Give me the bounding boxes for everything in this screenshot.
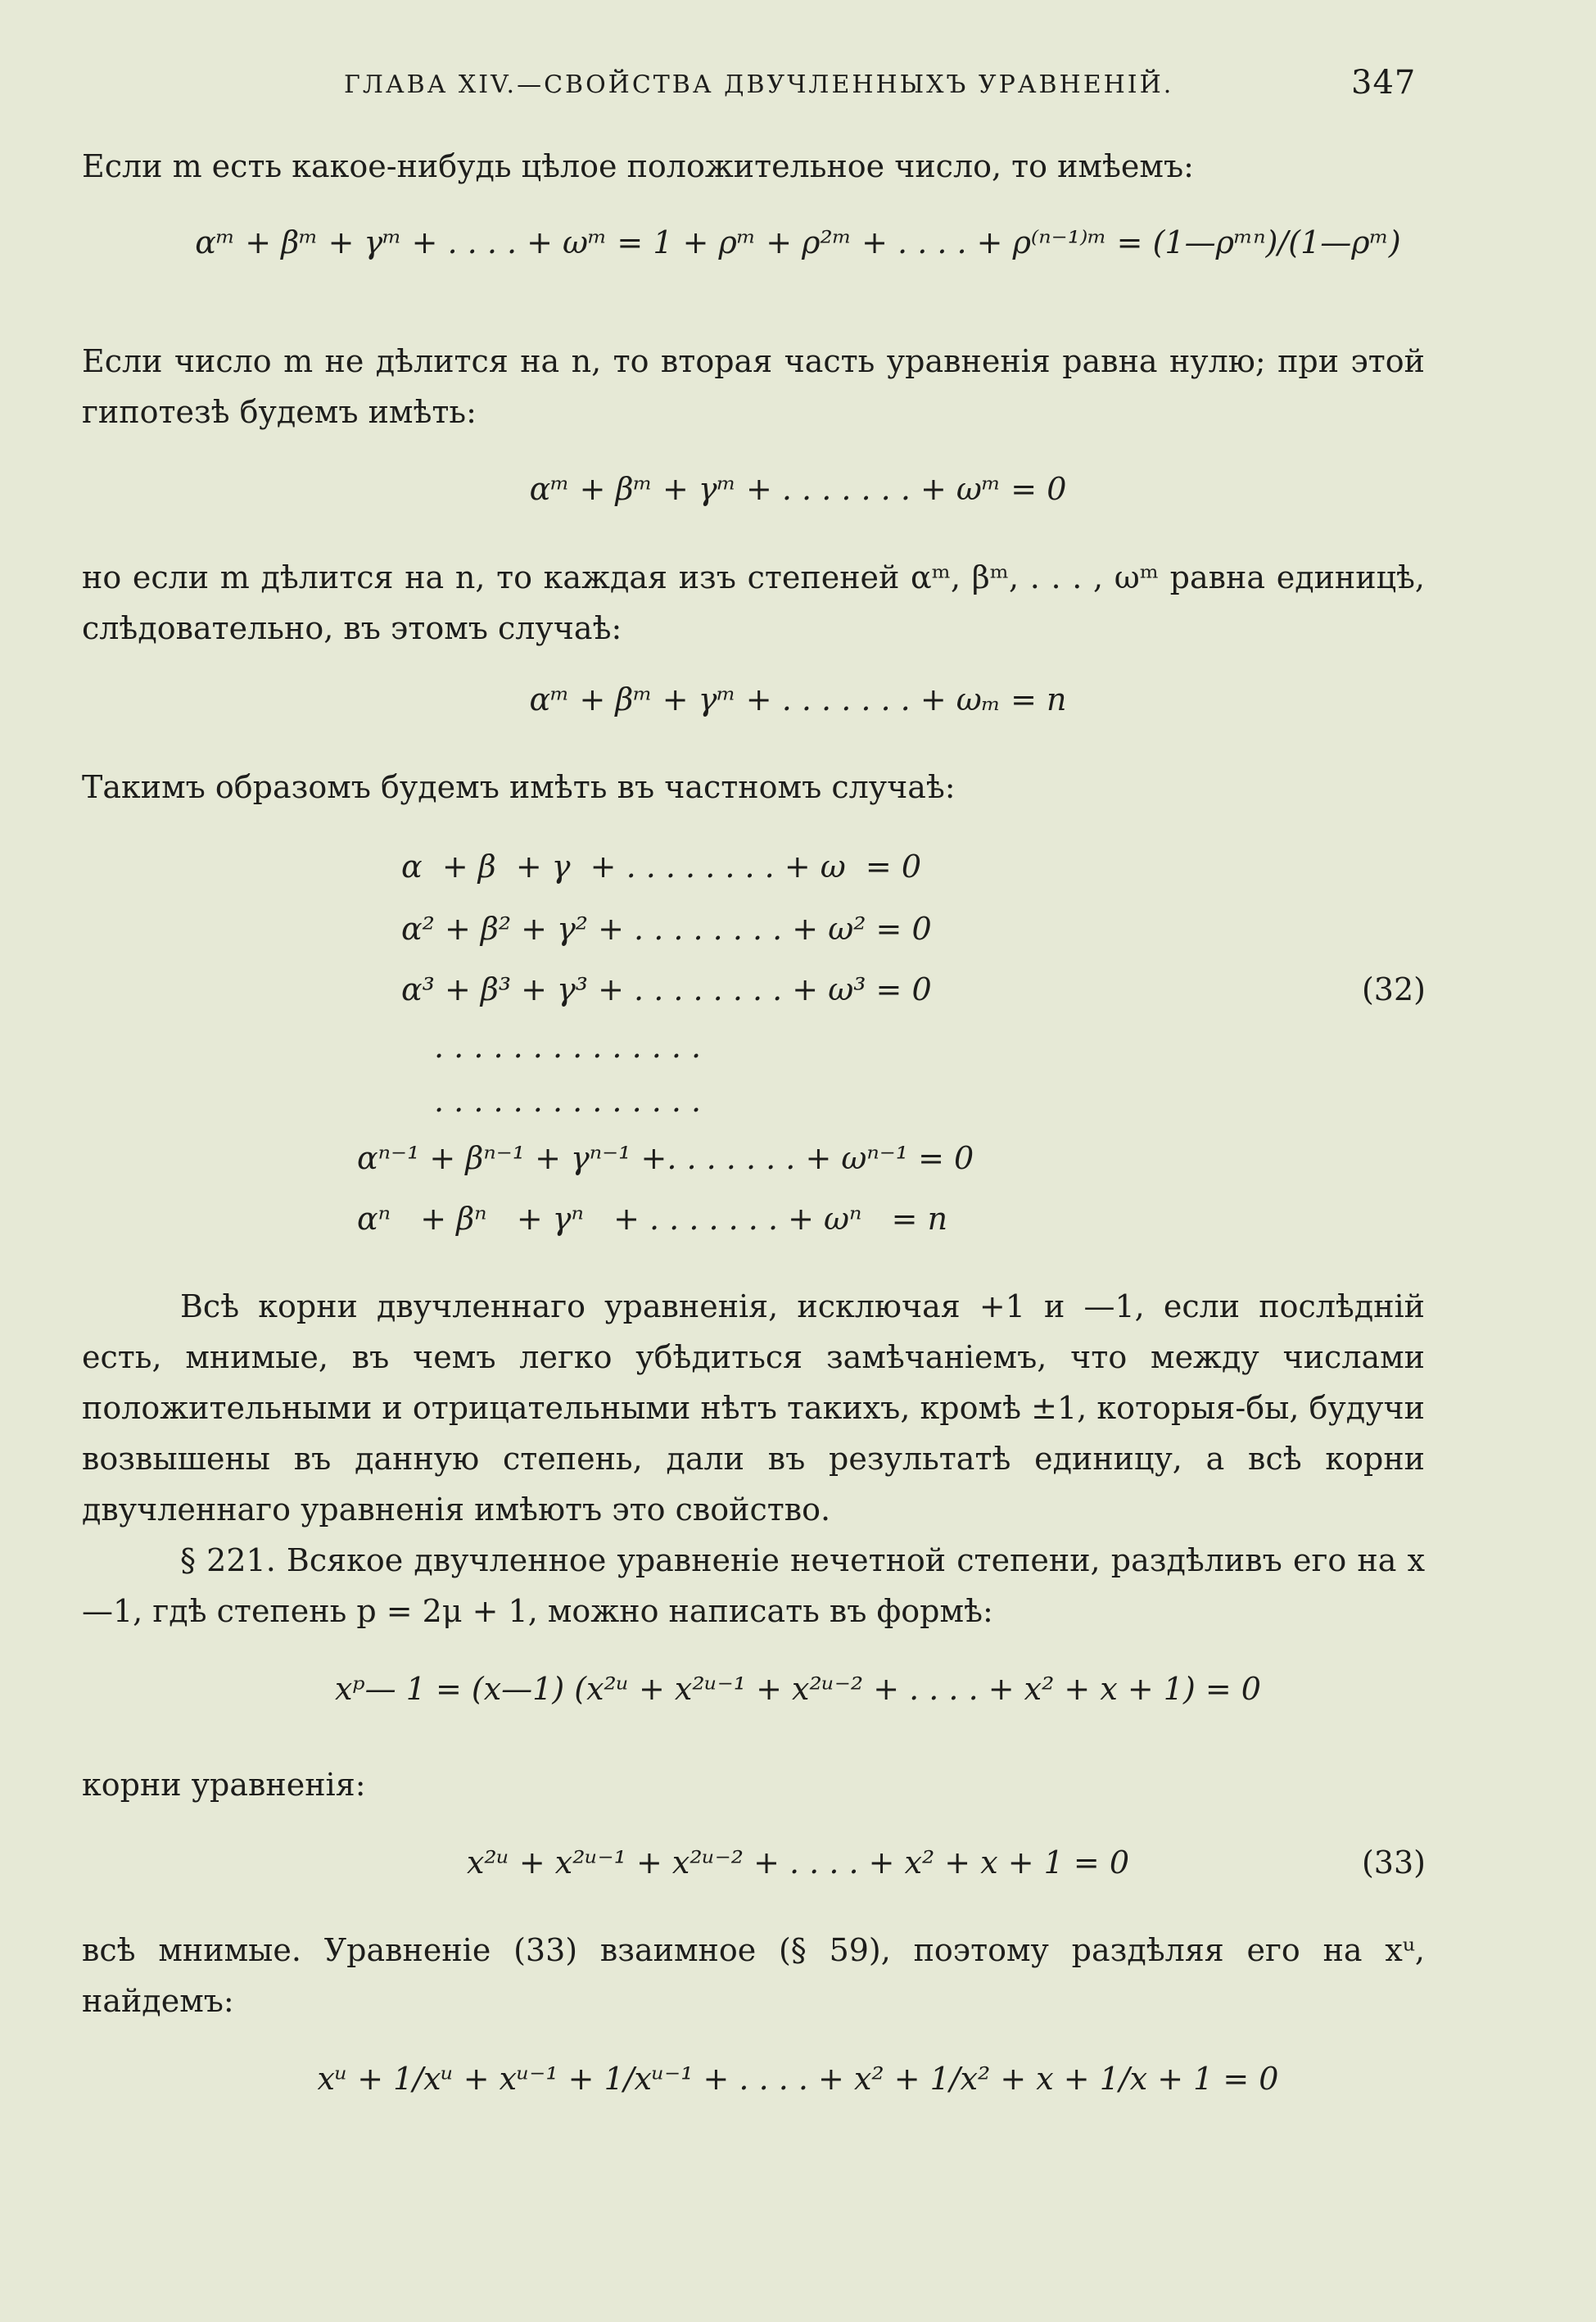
equation-2: αᵐ + βᵐ + γᵐ + . . . . . . . + ωᵐ = 0	[529, 471, 1067, 507]
equation-5: x²ᵘ + x²ᵘ⁻¹ + x²ᵘ⁻² + . . . . + x² + x + 1 = 0	[466, 1844, 1130, 1881]
system-line-n: αⁿ + βⁿ + γⁿ + . . . . . . . + ωⁿ = n	[357, 1201, 948, 1237]
equation-1: αᵐ + βᵐ + γᵐ + . . . . + ωᵐ = 1 + ρᵐ + ρ²ᵐ + . . . . + ρ⁽ⁿ⁻¹⁾ᵐ = (1—ρᵐⁿ)/(1—ρᵐ)	[195, 224, 1401, 260]
paragraph-1: Если m есть какое-нибудь цѣлое положительное число, то имѣемъ:	[82, 148, 1194, 184]
equation-number-32: (32)	[1361, 971, 1426, 1007]
paragraph-5: Всѣ корни двучленнаго уравненiя, исключая +1 и —1, если послѣднiй есть, мнимые, въ чемъ легко убѣдиться замѣчанiемъ, что между числами положительными и отрицательными нѣтъ такихъ, кромѣ ±1, которыя-бы, будучи возвышены въ данную степень, дали въ результатѣ единицу, а всѣ корни двучленнаго уравненiя имѣютъ это свойство.	[82, 1288, 1425, 1528]
system-line-n-1: αⁿ⁻¹ + βⁿ⁻¹ + γⁿ⁻¹ +. . . . . . . + ωⁿ⁻¹ = 0	[357, 1140, 974, 1176]
system-line-2: α² + β² + γ² + . . . . . . . . + ω² = 0	[401, 911, 932, 947]
paragraph-3: но если m дѣлится на n, то каждая изъ степеней αᵐ, βᵐ, . . . , ωᵐ равна единицѣ, слѣдовательно, въ этомъ случаѣ:	[82, 559, 1425, 646]
equation-3: αᵐ + βᵐ + γᵐ + . . . . . . . + ωₘ = n	[529, 681, 1067, 717]
system-line-3: α³ + β³ + γ³ + . . . . . . . . + ω³ = 0	[401, 971, 932, 1007]
equation-4: xᵖ— 1 = (x—1) (x²ᵘ + x²ᵘ⁻¹ + x²ᵘ⁻² + . . . . + x² + x + 1) = 0	[335, 1671, 1261, 1707]
chapter-title: ГЛАВА XIV.—СВОЙСТВА ДВУЧЛЕННЫХЪ УРАВНЕНIЙ.	[344, 70, 1174, 99]
system-dots-2: . . . . . . . . . . . . . .	[434, 1083, 702, 1119]
equation-number-33: (33)	[1361, 1844, 1426, 1881]
paragraph-8: всѣ мнимые. Уравненiе (33) взаимное (§ 59), поэтому раздѣляя его на xᵘ, найдемъ:	[82, 1932, 1425, 2019]
system-dots-1: . . . . . . . . . . . . . .	[434, 1029, 702, 1065]
paragraph-7: корни уравненiя:	[82, 1767, 366, 1803]
paragraph-4: Такимъ образомъ будемъ имѣть въ частномъ случаѣ:	[82, 769, 956, 805]
paragraph-2: Если число m не дѣлится на n, то вторая часть уравненiя равна нулю; при этой гипотезѣ будемъ имѣть:	[82, 343, 1425, 430]
page-number: 347	[1351, 64, 1417, 102]
equation-6: xᵘ + 1/xᵘ + xᵘ⁻¹ + 1/xᵘ⁻¹ + . . . . + x² + 1/x² + x + 1/x + 1 = 0	[317, 2061, 1279, 2097]
system-line-1: α + β + γ + . . . . . . . . + ω = 0	[401, 849, 921, 885]
paragraph-6-section-221: § 221. Всякое двучленное уравненiе нечетной степени, раздѣливъ его на x—1, гдѣ степень p = 2μ + 1, можно написать въ формѣ:	[82, 1542, 1425, 1629]
